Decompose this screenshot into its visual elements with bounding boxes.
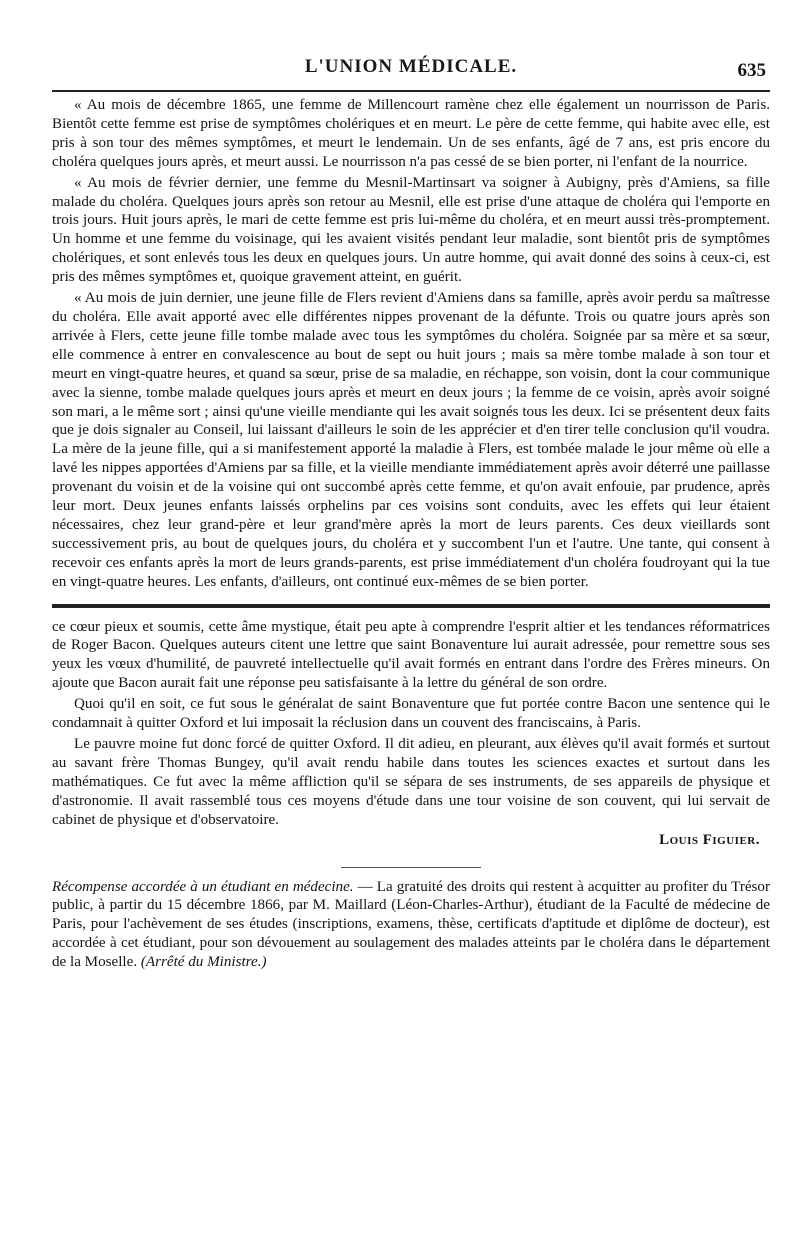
notice-source: (Arrêté du Ministre.) xyxy=(140,954,267,971)
notice-section xyxy=(52,878,770,973)
page-number: 635 xyxy=(737,60,766,81)
notice-title: Récompense accordée à un étudiant en médecine. xyxy=(52,878,354,895)
feuilleton-paragraph: Le pauvre moine fut donc forcé de quitter Oxford. Il dit adieu, en pleurant, aux élèves qu'il avait formés et surtout au savant frère Thomas Bungey, qu'il avait rendu habile dans toutes les sciences exactes et surtout dans les mathématiques. Ce fut avec la même affliction qu'il se sépara de ses instruments, de ses appareils de physique et d'astronomie. Il avait rassemblé tous ces moyens d'étude dans une tour voisine de son couvent, qui lui servait de cabinet de physique et d'observatoire. xyxy=(52,736,770,828)
feuilleton-paragraph: Quoi qu'il en soit, ce fut sous le généralat de saint Bonaventure que fut portée contre Bacon une sentence qui le condamnait à quitter Oxford et lui imposait la réclusion dans un couvent des franciscains, à Paris. xyxy=(52,696,770,732)
notice-text: — La gratuité des droits qui restent à acquitter au profiter du Trésor public, à partir du 15 décembre 1866, par M. Maillard (Léon-Charles-Arthur), étudiant de la Faculté de médecine de Paris, pour l'achèvement de ses études (inscriptions, examens, thèse, certificats d'aptitude et diplôme de docteur), est accordée à cet étudiant, pour son dévouement au soulagement des malades atteints par le choléra dans le département de la Moselle. xyxy=(52,878,771,971)
feuilleton-section xyxy=(52,618,770,849)
report-paragraph: « Au mois de décembre 1865, une femme de Millencourt ramène chez elle également un nourrisson de Paris. Bientôt cette femme est prise de symptômes cholériques et en meurt. Le père de cette femme, qui habite avec elle, est pris à son tour des mêmes symptômes, et meurt le lendemain. Un de ses enfants, âgé de 7 ans, est pris encore du choléra quelques jours après, et meurt aussi. Le nourrisson n'a pas cessé de se bien porter, ni l'enfant de la nourrice. xyxy=(52,97,770,170)
feuilleton-separator xyxy=(52,604,770,608)
notice-separator xyxy=(341,867,481,868)
header-rule xyxy=(52,90,770,92)
feuilleton-paragraph: ce cœur pieux et soumis, cette âme mystique, était peu apte à comprendre l'esprit altier et les tendances réformatrices de Roger Bacon. Quelques auteurs citent une lettre que saint Bonaventure lui aurait adressée, pour remettre sous ses yeux les vœux d'humilité, de pauvreté intellectuelle qu'il avait formés en entrant dans l'ordre des Frères mineurs. On ajoute que Bacon aurait fait une réponse peu satisfaisante à la lettre du général de son ordre. xyxy=(52,618,770,692)
report-section xyxy=(52,96,770,592)
page-header xyxy=(52,38,770,80)
report-paragraph: « Au mois de juin dernier, une jeune fille de Flers revient d'Amiens dans sa famille, après avoir perdu sa maîtresse du choléra. Elle avait apporté avec elle différentes nippes provenant de la défunte. Trois ou quatre jours après son arrivée à Flers, cette jeune fille tombe malade avec tous les symptômes du choléra. Soignée par sa mère et sa sœur, elle commence à entrer en convalescence au bout de sept ou huit jours ; mais sa mère tombe malade à son tour et meurt en vingt-quatre heures, et quand sa sœur, prise de sa maladie, en réchappe, son voisin, dont la cour communique avec la sienne, tombe malade quelques jours après et meurt en deux jours ; la femme de ce voisin, après avoir soigné son mari, a le même sort ; ainsi qu'une vieille mendiante qui les avait soignés tous les deux. Ici se présentent deux faits que je dois signaler au Conseil, lui laissant d'ailleurs le soin de les apprécier et d'en tirer telle conclusion qu'il voudra. La mère de la jeune fille, qui a si manifestement apporté la maladie à Flers, est tombée malade le jour même où elle a lavé les nippes apportées d'Amiens par sa fille, et la vieille mendiante immédiatement après avoir déterré une paillasse provenant du voisin et de la voisine qui ont succombé après cette femme, et qu'on avait enfouie, par prudence, après leur mort. Deux jeunes enfants laissés orphelins par ces voisins sont conduits, avec les effets qui leur étaient nécessaires, chez leur grand-père et leur grand'mère après la mort de leurs parents. Ces deux vieillards sont successivement pris, au bout de quelques jours, du choléra et y succombent l'un et l'autre. Une tante, qui consent à recevoir ces enfants après la mort de leurs grands-parents, est prise immédiatement d'un choléra foudroyant qui la tue en vingt-quatre heures. Les enfants, d'ailleurs, ont continué eux-mêmes de se bien porter. xyxy=(52,290,770,590)
report-paragraph: « Au mois de février dernier, une femme du Mesnil-Martinsart va soigner à Aubigny, près d'Amiens, sa fille malade du choléra. Quelques jours après son retour au Mesnil, elle est prise d'une attaque de choléra qui l'emporte en trois jours. Huit jours après, le mari de cette femme est pris lui-même du choléra, et en meurt aussi très-promptement. Un homme et une femme du voisinage, qui les avaient visités pendant leur maladie, sont bientôt pris de symptômes cholériques, et sont enlevés tous les deux en quelques jours. Un autre homme, qui avait donné des soins à ceux-ci, est pris des mêmes symptômes et, quoique gravement atteint, en guérit. xyxy=(52,174,770,286)
running-title: L'UNION MÉDICALE. xyxy=(304,56,518,77)
notice-paragraph xyxy=(52,878,770,973)
author-signature: Louis Figuier. xyxy=(659,831,760,848)
